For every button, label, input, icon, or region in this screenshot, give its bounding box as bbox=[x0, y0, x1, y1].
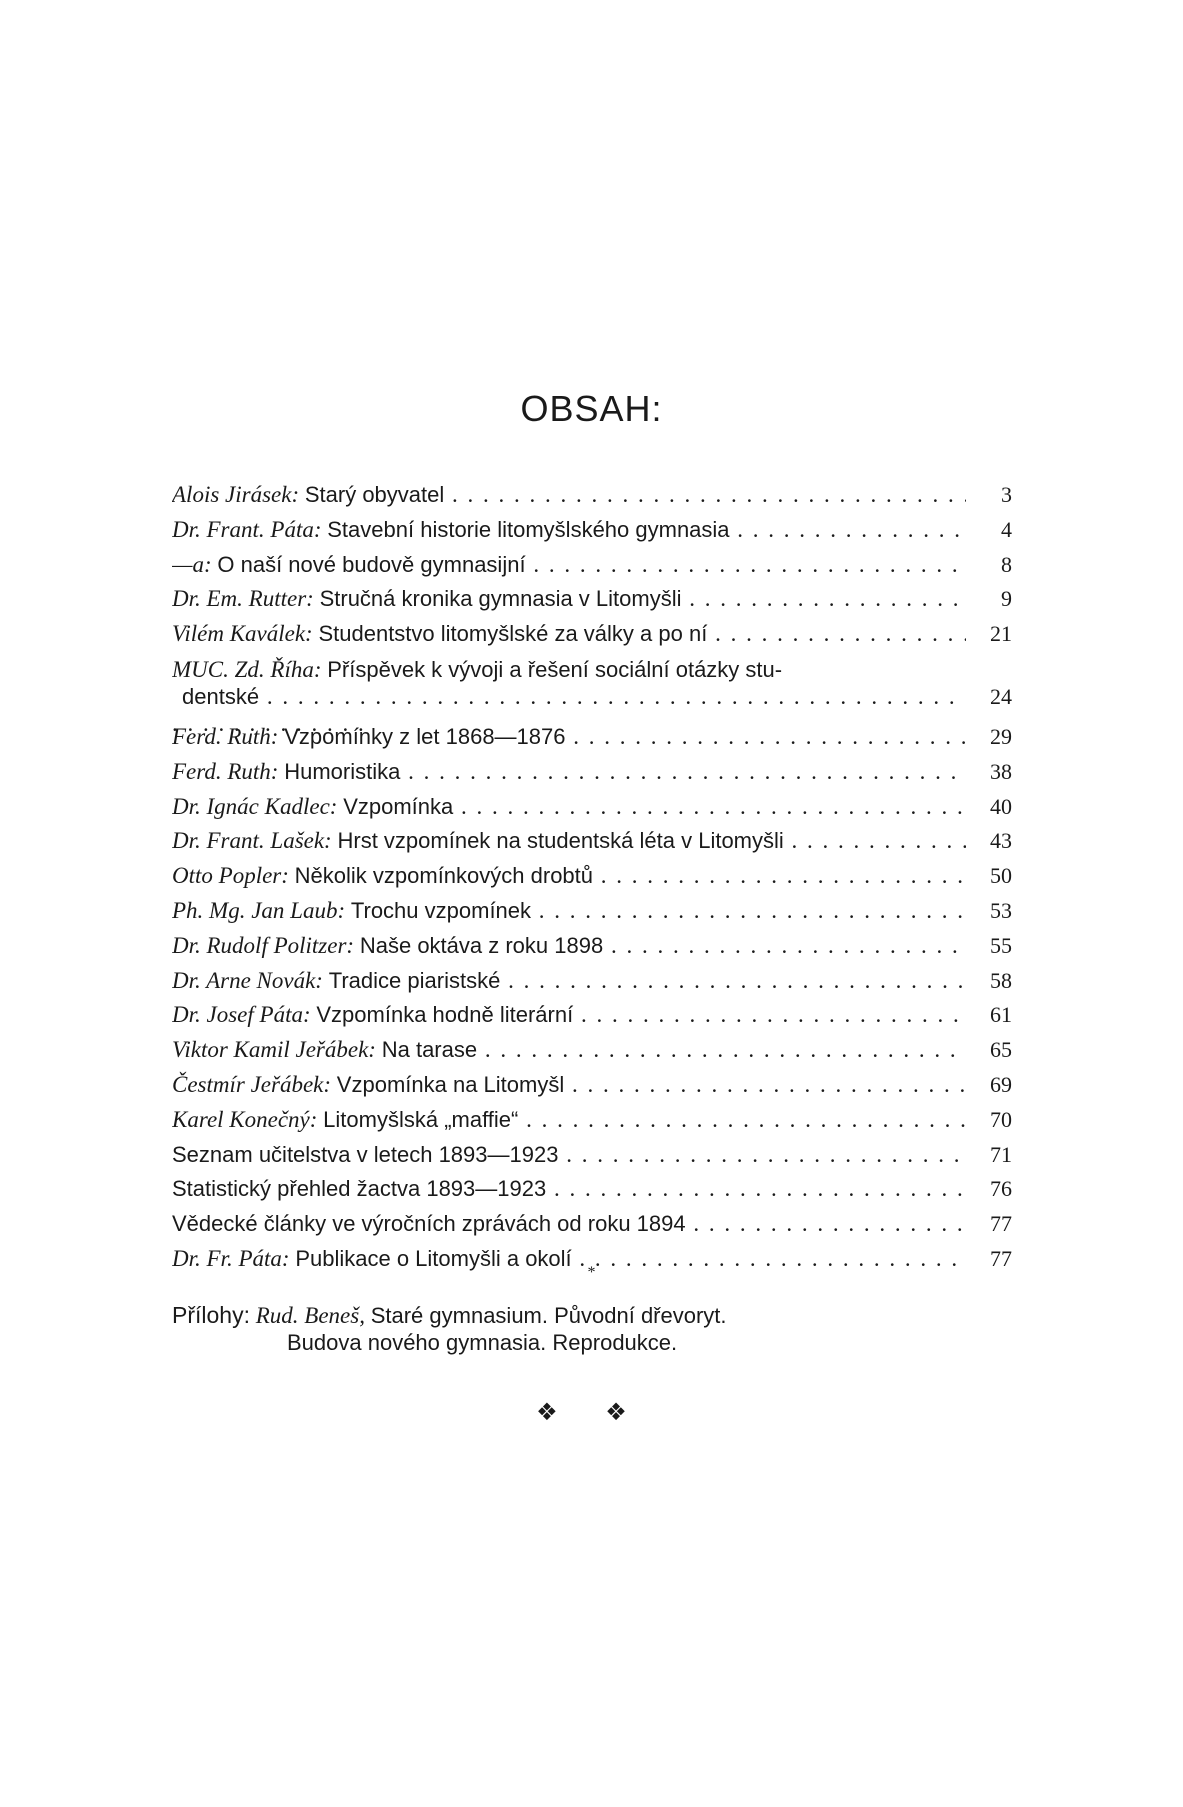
entry-author: Dr. Frant. Lašek: bbox=[172, 828, 332, 854]
entry-title: Tradice piaristské bbox=[328, 967, 501, 993]
entry-author: Karel Konečný: bbox=[172, 1106, 318, 1132]
entry-page-number: 24 bbox=[972, 683, 1012, 710]
entry-page-number: 9 bbox=[972, 582, 1012, 617]
entry-page-number: 4 bbox=[972, 513, 1012, 548]
entry-author: Dr. Frant. Páta: bbox=[172, 516, 322, 542]
entry-title: Studentstvo litomyšlské za války a po ní bbox=[318, 621, 708, 647]
toc-entry bbox=[172, 1033, 1012, 1068]
entry-title-continuation: dentské bbox=[182, 683, 260, 709]
entry-author: Dr. Fr. Páta: bbox=[172, 1245, 290, 1271]
entry-page-number: 3 bbox=[972, 478, 1012, 513]
entry-author: Ferd. Ruth: bbox=[172, 723, 279, 749]
entry-page-number: 55 bbox=[972, 929, 1012, 964]
entry-author: Viktor Kamil Jeřábek: bbox=[172, 1037, 376, 1063]
entry-page-number: 65 bbox=[972, 1033, 1012, 1068]
entry-author: Dr. Em. Rutter: bbox=[172, 586, 314, 612]
appendix-note bbox=[172, 1302, 1012, 1356]
entry-author: MUC. Zd. Říha: bbox=[172, 656, 322, 682]
entry-page-number: 40 bbox=[972, 790, 1012, 825]
appendix-label: Přílohy: bbox=[172, 1302, 250, 1328]
entry-author: Otto Popler: bbox=[172, 863, 289, 889]
entry-title: Na tarase bbox=[381, 1037, 478, 1063]
entry-title: Naše oktáva z roku 1898 bbox=[359, 932, 604, 958]
entry-page-number: 71 bbox=[972, 1138, 1012, 1173]
toc-entry bbox=[172, 548, 1012, 583]
entry-title: Vzpomínka hodně literární bbox=[316, 1002, 574, 1028]
toc-entry bbox=[172, 998, 1012, 1033]
entry-title: Seznam učitelstva v letech 1893—1923 bbox=[172, 1141, 559, 1167]
toc-entry bbox=[172, 1138, 1012, 1173]
entry-page-number: 77 bbox=[972, 1242, 1012, 1277]
separator-star: * bbox=[587, 1264, 596, 1281]
entry-author: Dr. Rudolf Politzer: bbox=[172, 932, 355, 958]
entry-page-number: 61 bbox=[972, 998, 1012, 1033]
toc-entry bbox=[172, 859, 1012, 894]
entry-author: Ferd. Ruth: bbox=[172, 758, 279, 784]
entry-author: Dr. Arne Novák: bbox=[172, 967, 323, 993]
entry-page-number: 70 bbox=[972, 1103, 1012, 1138]
entry-author: Alois Jirásek: bbox=[172, 482, 300, 507]
entry-title: Vzpomínky z let 1868—1876 bbox=[284, 723, 566, 749]
entry-page-number: 69 bbox=[972, 1068, 1012, 1103]
table-of-contents bbox=[172, 478, 1012, 1277]
entry-title: Stručná kronika gymnasia v Litomyšli bbox=[319, 586, 682, 612]
ornament-icon: ❖ ❖ bbox=[536, 1398, 647, 1426]
entry-page-number: 38 bbox=[972, 755, 1012, 790]
appendix-text-2: Budova nového gymnasia. Reprodukce. bbox=[287, 1330, 678, 1355]
appendix-text-1: Staré gymnasium. Původní dřevoryt. bbox=[370, 1303, 727, 1328]
entry-title: Humoristika bbox=[284, 758, 401, 784]
entry-title: Vědecké články ve výročních zprávách od roku 1894 bbox=[172, 1211, 686, 1237]
toc-entry bbox=[172, 720, 1012, 755]
entry-title: Vzpomínka na Litomyšl bbox=[336, 1071, 565, 1097]
entry-page-number: 21 bbox=[972, 617, 1012, 652]
toc-entry bbox=[172, 929, 1012, 964]
toc-entry bbox=[172, 617, 1012, 652]
entry-page-number: 50 bbox=[972, 859, 1012, 894]
entry-page-number: 77 bbox=[972, 1207, 1012, 1242]
toc-entry bbox=[172, 755, 1012, 790]
entry-title: Příspěvek k vývoji a řešení sociální otázky stu- bbox=[327, 656, 783, 682]
toc-entry bbox=[172, 790, 1012, 825]
toc-entry bbox=[172, 478, 1012, 513]
entry-page-number: 43 bbox=[972, 824, 1012, 859]
toc-entry bbox=[172, 1172, 1012, 1207]
toc-entry bbox=[172, 1068, 1012, 1103]
toc-entry bbox=[172, 894, 1012, 929]
entry-title: Publikace o Litomyšli a okolí bbox=[295, 1245, 572, 1271]
toc-entry bbox=[172, 582, 1012, 617]
entry-page-number: 58 bbox=[972, 964, 1012, 999]
toc-entry bbox=[172, 964, 1012, 999]
entry-title: Vzpomínka bbox=[343, 793, 454, 819]
entry-title: Starý obyvatel bbox=[304, 482, 445, 507]
entry-title: Litomyšlská „maffie“ bbox=[323, 1106, 519, 1132]
entry-author: Dr. Ignác Kadlec: bbox=[172, 793, 338, 819]
toc-entry bbox=[172, 513, 1012, 548]
entry-page-number: 29 bbox=[972, 720, 1012, 755]
entry-title: Hrst vzpomínek na studentská léta v Litomyšli bbox=[337, 828, 784, 854]
entry-author: Vilém Kaválek: bbox=[172, 621, 313, 647]
toc-entry bbox=[172, 824, 1012, 859]
appendix-author: Rud. Beneš, bbox=[255, 1303, 365, 1328]
page-title: OBSAH: bbox=[520, 388, 663, 429]
entry-page-number: 53 bbox=[972, 894, 1012, 929]
entry-title: Stavební historie litomyšlského gymnasia bbox=[327, 516, 730, 542]
toc-entry bbox=[172, 656, 1012, 716]
entry-page-number: 8 bbox=[972, 548, 1012, 583]
toc-entry bbox=[172, 1103, 1012, 1138]
entry-title: Několik vzpomínkových drobtů bbox=[294, 863, 594, 889]
entry-title: O naší nové budově gymnasijní bbox=[217, 551, 526, 577]
entry-author: —a: bbox=[172, 551, 212, 577]
entry-page-number: 76 bbox=[972, 1172, 1012, 1207]
toc-entry bbox=[172, 1207, 1012, 1242]
entry-author: Dr. Josef Páta: bbox=[172, 1002, 311, 1028]
entry-author: Čestmír Jeřábek: bbox=[172, 1071, 332, 1097]
entry-author: Ph. Mg. Jan Laub: bbox=[172, 897, 346, 923]
entry-title: Trochu vzpomínek bbox=[350, 897, 532, 923]
entry-title: Statistický přehled žactva 1893—1923 bbox=[172, 1176, 547, 1202]
